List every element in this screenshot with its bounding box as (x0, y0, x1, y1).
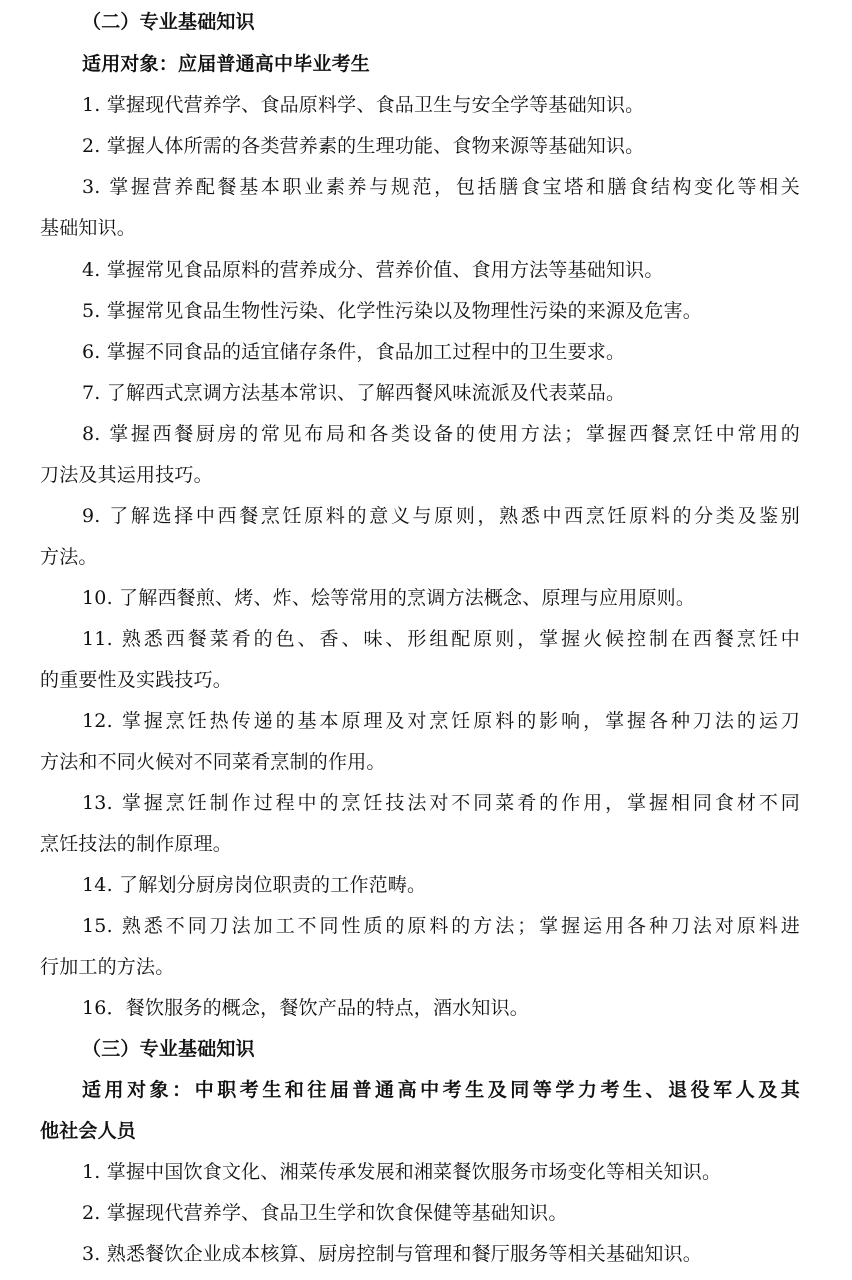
section-3-target: 适用对象：中职考生和往届普通高中考生及同等学力考生、退役军人及其 (82, 1079, 800, 1101)
section-2-target: 适用对象：应届普通高中毕业考生 (82, 53, 371, 75)
list-item: 1. 掌握现代营养学、食品原料学、食品卫生与安全学等基础知识。 (82, 94, 645, 116)
list-item: 10. 了解西餐煎、烤、炸、烩等常用的烹调方法概念、原理与应用原则。 (82, 587, 696, 609)
list-item-continuation: 刀法及其运用技巧。 (40, 464, 213, 486)
list-item-continuation: 行加工的方法。 (40, 956, 175, 978)
list-item-continuation: 方法。 (40, 546, 98, 568)
list-item: 15. 熟悉不同刀法加工不同性质的原料的方法；掌握运用各种刀法对原料进 (82, 915, 800, 937)
section-3-target-continuation: 他社会人员 (40, 1120, 137, 1142)
list-item-continuation: 烹饪技法的制作原理。 (40, 833, 233, 855)
list-item: 12. 掌握烹饪热传递的基本原理及对烹饪原料的影响，掌握各种刀法的运刀 (82, 710, 800, 732)
list-item: 14. 了解划分厨房岗位职责的工作范畴。 (82, 874, 427, 896)
list-item-continuation: 方法和不同火候对不同菜肴烹制的作用。 (40, 751, 386, 773)
list-item: 3. 熟悉餐饮企业成本核算、厨房控制与管理和餐厅服务等相关基础知识。 (82, 1243, 702, 1265)
section-3-heading: （三）专业基础知识 (82, 1038, 255, 1060)
list-item: 6. 掌握不同食品的适宜储存条件，食品加工过程中的卫生要求。 (82, 341, 626, 363)
list-item: 16．餐饮服务的概念，餐饮产品的特点，酒水知识。 (82, 997, 529, 1019)
list-item-continuation: 基础知识。 (40, 217, 137, 239)
section-2-heading: （二）专业基础知识 (82, 11, 255, 33)
list-item-continuation: 的重要性及实践技巧。 (40, 669, 233, 691)
list-item: 2. 掌握人体所需的各类营养素的生理功能、食物来源等基础知识。 (82, 135, 645, 157)
list-item: 5. 掌握常见食品生物性污染、化学性污染以及物理性污染的来源及危害。 (82, 300, 702, 322)
list-item: 3. 掌握营养配餐基本职业素养与规范，包括膳食宝塔和膳食结构变化等相关 (82, 176, 800, 198)
list-item: 13. 掌握烹饪制作过程中的烹饪技法对不同菜肴的作用，掌握相同食材不同 (82, 792, 800, 814)
list-item: 9. 了解选择中西餐烹饪原料的意义与原则，熟悉中西烹饪原料的分类及鉴别 (82, 505, 800, 527)
list-item: 8. 掌握西餐厨房的常见布局和各类设备的使用方法；掌握西餐烹饪中常用的 (82, 423, 800, 445)
list-item: 7. 了解西式烹调方法基本常识、了解西餐风味流派及代表菜品。 (82, 382, 626, 404)
list-item: 11. 熟悉西餐菜肴的色、香、味、形组配原则，掌握火候控制在西餐烹饪中 (82, 628, 800, 650)
list-item: 2. 掌握现代营养学、食品卫生学和饮食保健等基础知识。 (82, 1202, 568, 1224)
list-item: 4. 掌握常见食品原料的营养成分、营养价值、食用方法等基础知识。 (82, 259, 664, 281)
list-item: 1. 掌握中国饮食文化、湘菜传承发展和湘菜餐饮服务市场变化等相关知识。 (82, 1161, 722, 1183)
